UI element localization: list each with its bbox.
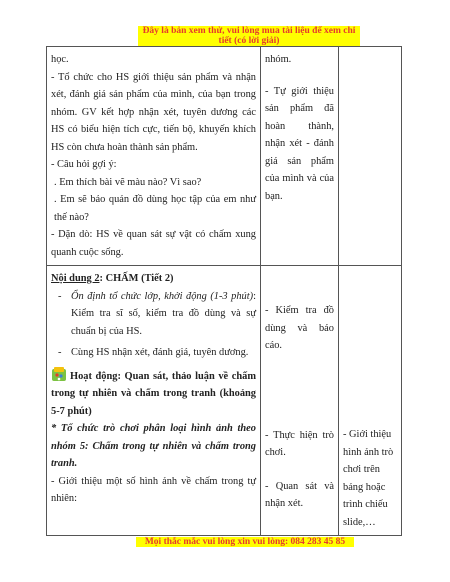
student-activity-cell [261,47,339,266]
text-line: - Tổ chức cho HS giới thiệu sản phẩm và nhận xét, đánh giá sản phẩm của mình, của bạn trong nhóm. GV kết hợp nhận xét, tuyên dương các HS có biểu hiện tích cực, tiến bộ, khuyến khích HS còn chưa hoàn thành sản phẩm. [51,71,256,153]
text-line: . Em thích bài vẽ màu nào? Vì sao? [54,176,202,188]
activity-title: Hoạt động: Quan sát, thảo luận về chấm trong tự nhiên và chấm trong tranh (khoảng 5-7 phút) [51,366,256,421]
text-line: nhóm. [265,54,292,65]
notes-cell [339,47,402,266]
list-item-italic: Ổn định tổ chức lớp, khởi động (1-3 phút) [71,290,254,302]
text-line: - Giới thiệu một số hình ảnh về chấm trong tự nhiên: [51,475,256,504]
list-item [71,288,256,341]
section-heading [51,270,256,288]
text-line: - Kiểm tra đồ dùng và báo cáo. [265,305,334,351]
text-line: - Dặn dò: HS về quan sát sự vật có chấm xung quanh cuộc sống. [51,229,256,258]
teacher-activity-cell [47,266,261,536]
activity-icon [51,366,68,382]
text-line: - Quan sát và nhận xét. [265,480,334,509]
text-line: - Thực hiện trò chơi. [265,429,334,458]
text-line: - Giới thiệu hình ảnh trò chơi trên bảng hoặc trình chiếu slide,… [343,429,394,528]
preview-banner: Đây là bản xem thử, vui lòng mua tài liệu để xem chi tiết (có lời giải) [138,26,360,46]
table-row [47,47,402,266]
student-activity-cell [261,266,339,536]
text-line: - Câu hỏi gợi ý: [51,159,117,170]
teacher-activity-cell [47,47,261,266]
step-list [51,288,256,362]
table-row [47,266,402,536]
notes-cell [339,266,402,536]
text-line: . Em sẽ bảo quản đồ dùng học tập của em như thế nào? [54,194,256,223]
list-item: - Cùng HS nhận xét, đánh giá, tuyên dương. [71,344,256,362]
text-line: - Tự giới thiệu sản phẩm đã hoàn thành, nhận xét - đánh giá sản phẩm của mình và của bạn. [265,85,334,202]
section-title: : CHẤM (Tiết 2) [99,273,174,284]
contact-banner: Mọi thắc mắc vui lòng xin vui lòng: 084 283 45 85 [136,537,354,547]
lesson-table [46,46,402,536]
list-item-text: : Kiểm tra sĩ số, kiểm tra đồ dùng và sự chuẩn bị của HS. [71,290,256,337]
activity-subtitle: * Tổ chức trò chơi phân loại hình ảnh theo nhóm 5: Chấm trong tự nhiên và chấm trong tranh. [51,423,256,469]
section-label: Nội dung 2 [51,273,100,284]
text-line: học. [51,54,69,65]
